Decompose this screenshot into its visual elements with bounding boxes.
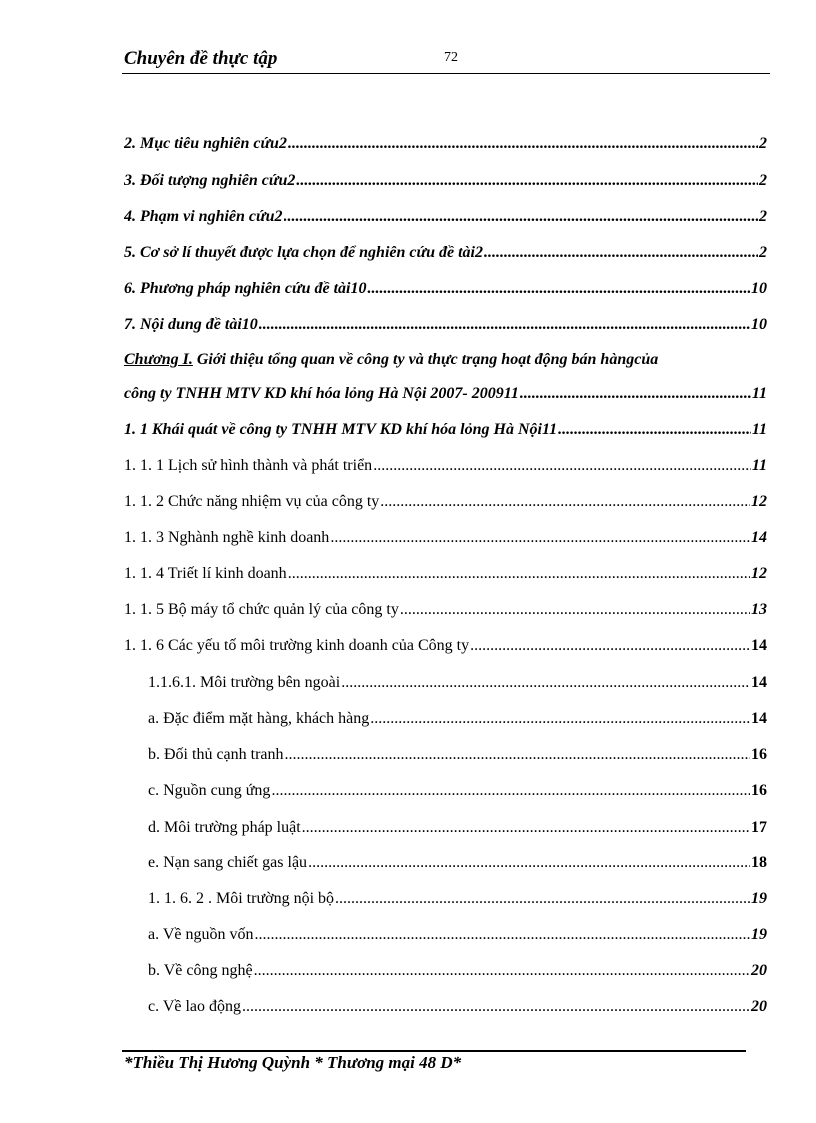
toc-entry[interactable]	[148, 670, 767, 696]
toc-entry-title: 1. 1. 3 Nghành nghề kinh doanh	[124, 529, 330, 546]
toc-entry-title: 6. Phương pháp nghiên cứu đề tài10	[124, 280, 367, 297]
toc-entry-page: 2	[759, 135, 767, 152]
toc-entry-title: 5. Cơ sở lí thuyết được lựa chọn để nghiên cứu đề tài2	[124, 244, 483, 261]
chapter-title: Giới thiệu tổng quan về công ty và thực trạng hoạt động bán hàngcủa	[192, 351, 659, 368]
toc-entry[interactable]	[148, 850, 767, 876]
toc-leader-dots	[271, 778, 750, 804]
toc-leader-dots	[400, 597, 750, 623]
chapter-label: Chương I.	[124, 351, 193, 368]
toc-entry[interactable]	[124, 633, 767, 659]
toc-entry-title: công ty TNHH MTV KD khí hóa lỏng Hà Nội 2007- 200911	[124, 385, 519, 402]
toc-entry-page: 14	[751, 529, 767, 546]
toc-entry[interactable]	[148, 958, 767, 984]
toc-entry[interactable]	[124, 525, 767, 551]
toc-leader-dots	[380, 489, 750, 515]
toc-entry-page: 16	[751, 746, 767, 763]
toc-entry[interactable]	[148, 886, 767, 912]
toc-entry-title: 1.1.6.1. Môi trường bên ngoài	[148, 674, 341, 691]
toc-entry[interactable]	[124, 597, 767, 623]
toc-entry-page: 14	[751, 637, 767, 654]
toc-entry[interactable]	[148, 815, 767, 841]
toc-entry-page: 20	[751, 962, 767, 979]
toc-leader-dots	[308, 850, 750, 876]
toc-entry[interactable]	[124, 312, 767, 338]
toc-entry-page: 17	[751, 819, 767, 836]
toc-leader-dots	[335, 886, 750, 912]
toc-entry[interactable]	[124, 417, 767, 443]
toc-entry[interactable]	[124, 131, 767, 157]
toc-leader-dots	[558, 417, 751, 443]
toc-leader-dots	[373, 453, 751, 479]
toc-entry-page: 11	[751, 457, 767, 474]
toc-entry[interactable]	[148, 994, 767, 1020]
toc-entry[interactable]	[124, 381, 767, 407]
page-number: 72	[444, 50, 458, 65]
toc-entry-title: c. Về lao động	[148, 998, 242, 1015]
running-header-title: Chuyên đề thực tập	[124, 48, 278, 69]
running-footer: *Thiều Thị Hương Quỳnh * Thương mại 48 D*	[124, 1053, 462, 1072]
toc-leader-dots	[259, 312, 750, 338]
toc-entry-page: 20	[751, 998, 767, 1015]
toc-entry-title: b. Đối thủ cạnh tranh	[148, 746, 284, 763]
toc-leader-dots	[288, 561, 750, 587]
toc-leader-dots	[370, 706, 750, 732]
toc-leader-dots	[285, 742, 750, 768]
toc-entry-title: 2. Mục tiêu nghiên cứu2	[124, 135, 287, 152]
toc-entry-page: 14	[751, 710, 767, 727]
toc-entry-page: 11	[751, 385, 767, 402]
toc-entry-title: 1. 1. 5 Bộ máy tổ chức quản lý của công ty	[124, 601, 399, 618]
toc-leader-dots	[296, 168, 758, 194]
toc-leader-dots	[367, 276, 750, 302]
toc-entry[interactable]	[124, 168, 767, 194]
toc-entry-page: 2	[759, 244, 767, 261]
toc-entry[interactable]	[124, 453, 767, 479]
toc-entry-page: 19	[751, 890, 767, 907]
toc-entry-title: 1. 1. 6 Các yếu tố môi trường kinh doanh của Công ty	[124, 637, 470, 654]
toc-leader-dots	[288, 131, 758, 157]
toc-leader-dots	[520, 381, 751, 407]
toc-entry[interactable]	[124, 489, 767, 515]
toc-leader-dots	[341, 670, 750, 696]
toc-entry-title: 1. 1. 4 Triết lí kinh doanh	[124, 565, 287, 582]
toc-leader-dots	[284, 204, 759, 230]
toc-entry-title: 3. Đối tượng nghiên cứu2	[124, 172, 296, 189]
toc-entry-title: b. Về công nghệ	[148, 962, 253, 979]
toc-entry-page: 2	[759, 172, 767, 189]
toc-leader-dots	[470, 633, 750, 659]
toc-entry-page: 13	[751, 601, 767, 618]
toc-entry-page: 2	[759, 208, 767, 225]
toc-entry-title: c. Nguồn cung ứng	[148, 782, 271, 799]
toc-leader-dots	[484, 240, 758, 266]
toc-entry[interactable]	[124, 204, 767, 230]
toc-leader-dots	[254, 922, 750, 948]
toc-entry-title: 1. 1. 1 Lịch sử hình thành và phát triển	[124, 457, 373, 474]
toc-entry-title: a. Về nguồn vốn	[148, 926, 254, 943]
toc-entry-title: 1. 1. 6. 2 . Môi trường nội bộ	[148, 890, 335, 907]
toc-entry-title: 1. 1 Khái quát về công ty TNHH MTV KD khí hóa lỏng Hà Nội11	[124, 421, 558, 438]
toc-entry-page: 10	[751, 316, 767, 333]
toc-entry-title: e. Nạn sang chiết gas lậu	[148, 854, 308, 871]
toc-entry[interactable]	[148, 706, 767, 732]
toc-entry-title: 4. Phạm vi nghiên cứu2	[124, 208, 283, 225]
toc-entry-page: 12	[751, 493, 767, 510]
toc-entry-page: 12	[751, 565, 767, 582]
toc-entry-title: d. Môi trường pháp luật	[148, 819, 301, 836]
toc-entry-title: 1. 1. 2 Chức năng nhiệm vụ của công ty	[124, 493, 380, 510]
toc-entry-page: 11	[751, 421, 767, 438]
toc-entry-page: 16	[751, 782, 767, 799]
header-divider	[122, 73, 770, 74]
toc-entry-page: 14	[751, 674, 767, 691]
toc-leader-dots	[302, 815, 750, 841]
toc-leader-dots	[330, 525, 750, 551]
toc-entry[interactable]	[148, 742, 767, 768]
toc-entry[interactable]	[124, 561, 767, 587]
toc-entry-title: 7. Nội dung đề tài10	[124, 316, 258, 333]
toc-leader-dots	[254, 958, 750, 984]
toc-entry-title: a. Đặc điểm mặt hàng, khách hàng	[148, 710, 370, 727]
footer-divider	[122, 1050, 746, 1052]
toc-entry-page: 10	[751, 280, 767, 297]
toc-entry-page: 18	[751, 854, 767, 871]
toc-chapter-heading[interactable]	[124, 347, 767, 373]
toc-entry-page: 19	[751, 926, 767, 943]
toc-entry[interactable]	[124, 276, 767, 302]
toc-leader-dots	[242, 994, 750, 1020]
toc-entry[interactable]	[124, 240, 767, 266]
toc-entry[interactable]	[148, 778, 767, 804]
toc-entry[interactable]	[148, 922, 767, 948]
